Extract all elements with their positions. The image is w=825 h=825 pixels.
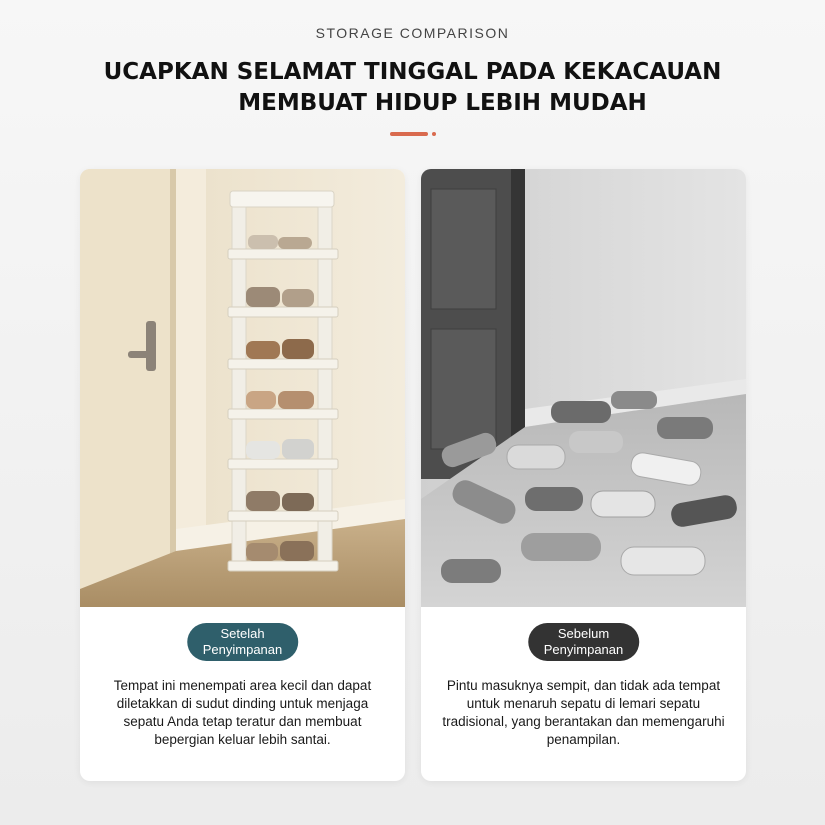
messy-shoes-photo [421,169,746,607]
badge-line1: Setelah [220,626,265,641]
after-storage-description: Tempat ini menempati area kecil dan dapat diletakkan di sudut dinding untuk menjaga sepatu Anda tetap teratur dan membuat bepergian keluar lebih santai. [113,678,372,747]
before-storage-badge [528,623,640,661]
shoe-rack-photo [80,169,405,607]
badge-line2: Penyimpanan [543,642,624,657]
badge-line1: Sebelum [557,626,610,641]
accent-dot [432,132,436,136]
after-storage-badge [187,623,299,661]
after-storage-card [80,169,405,781]
before-storage-description: Pintu masuknya sempit, dan tidak ada tempat untuk menaruh sepatu di lemari sepatu tradisional, yang berantakan dan memengaruhi penampilan. [442,678,725,747]
section-eyebrow: STORAGE COMPARISON [315,25,510,41]
before-storage-card [421,169,746,781]
badge-line2: Penyimpanan [202,642,283,657]
page-title-line1: UCAPKAN SELAMAT TINGGAL PADA KEKACAUAN [103,59,722,85]
accent-divider [390,132,428,136]
page-title [0,57,825,119]
page-title-line2: MEMBUAT HIDUP LEBIH MUDAH [238,90,647,116]
